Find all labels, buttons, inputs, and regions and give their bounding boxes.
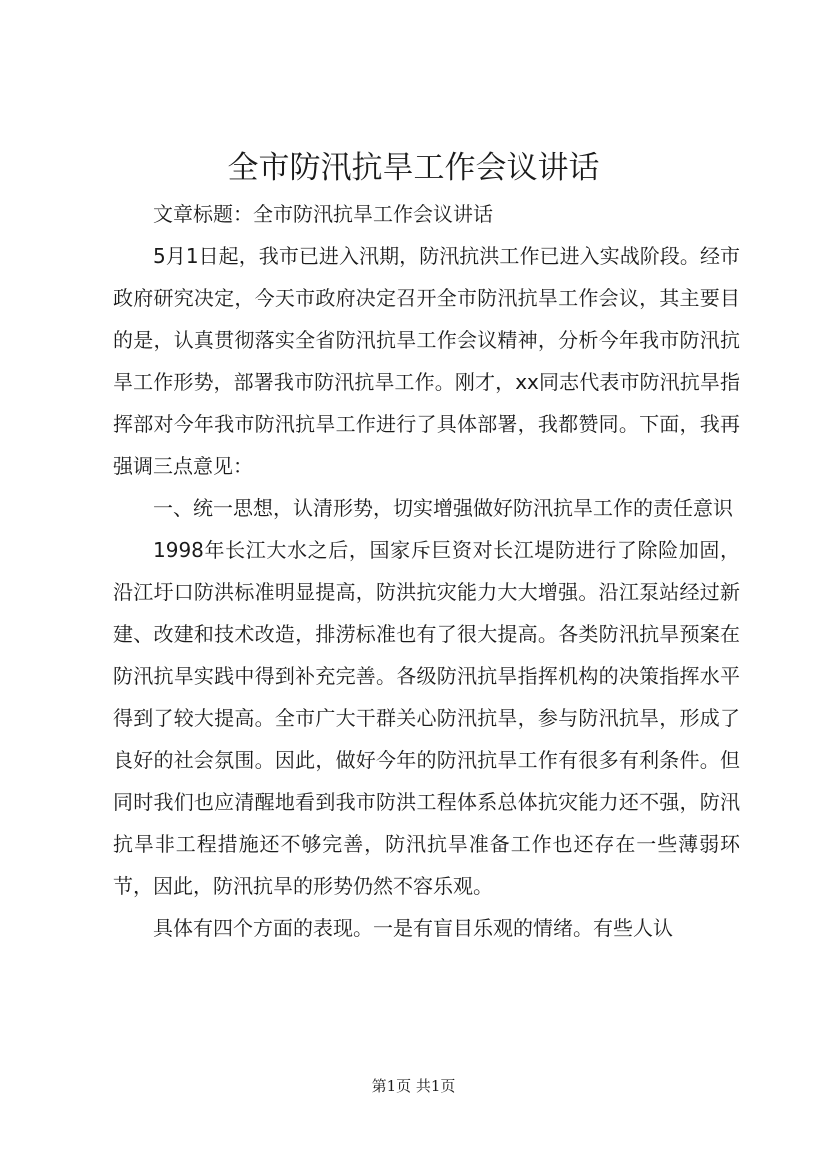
document-title: 全市防汛抗旱工作会议讲话 [227, 150, 600, 186]
paragraph-section-heading: 一、统一思想，认清形势，切实增强做好防汛抗旱工作的责任意识 [153, 496, 733, 520]
paragraph-background: 1998年长江大水之后，国家斥巨资对长江堤防进行了除险加固，沿江圩口防洪标准明显提高，防洪抗灾能力大大增强。沿江泵站经过新建、改建和技术改造，排涝标准也有了很大提高。各类防汛抗旱预案在防汛抗旱实践中得到补充完善。各级防汛抗旱指挥机构的决策指挥水平得到了较大提高。全市广大干群关心防汛抗旱，参与防汛抗旱，形成了良好的社会氛围。因此，做好今年的防汛抗旱工作有很多有利条件。但同时我们也应清醒地看到我市防洪工程体系总体抗灾能力还不强，防汛抗旱非工程措施还不够完善，防汛抗旱准备工作也还存在一些薄弱环节，因此，防汛抗旱的形势仍然不容乐观。 [113, 538, 740, 898]
page-footer: 第1页 共1页 [371, 1077, 456, 1095]
paragraph-intro: 5月1日起，我市已进入汛期，防汛抗洪工作已进入实战阶段。经市政府研究决定，今天市政府决定召开全市防汛抗旱工作会议，其主要目的是，认真贯彻落实全省防汛抗旱工作会议精神，分析今年我市防汛抗旱工作形势，部署我市防汛抗旱工作。刚才，xx同志代表市防汛抗旱指挥部对今年我市防汛抗旱工作进行了具体部署，我都赞同。下面，我再强调三点意见： [113, 244, 740, 478]
paragraph-four-aspects: 具体有四个方面的表现。一是有盲目乐观的情绪。有些人认 [153, 916, 673, 940]
document-body [113, 193, 740, 949]
paragraph-article-title: 文章标题：全市防汛抗旱工作会议讲话 [153, 202, 493, 226]
